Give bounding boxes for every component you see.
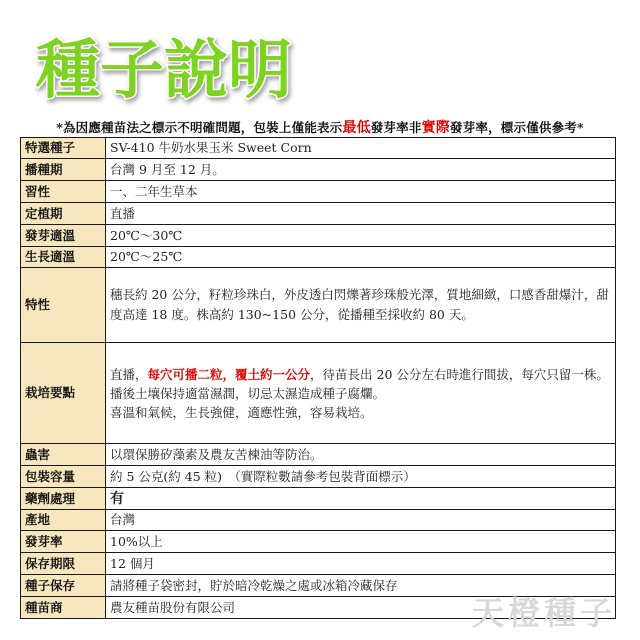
key-storage: 種子保存 bbox=[21, 575, 106, 597]
row-planting bbox=[21, 203, 616, 225]
row-cultivation bbox=[21, 343, 616, 444]
cultivation-paragraph-2: 喜溫和氣候，生長強健，適應性強，容易栽培。 bbox=[110, 404, 373, 420]
row-traits bbox=[21, 268, 616, 343]
row-variety bbox=[21, 138, 616, 159]
page-title bbox=[30, 18, 330, 118]
value-germination-rate: 10%以上 bbox=[106, 531, 616, 553]
key-traits: 特性 bbox=[21, 268, 106, 343]
cultivation-paragraph-1: 直播，每穴可播二粒，覆土約一公分，待苗長出 20 公分左右時進行間拔，每穴只留一株。播後土壤保持適當濕潤，切忌太濕造成種子腐爛。 bbox=[110, 366, 609, 401]
key-package: 包裝容量 bbox=[21, 466, 106, 488]
row-germination-temp bbox=[21, 225, 616, 247]
brand-watermark: 天橙種子 bbox=[472, 594, 617, 632]
key-treatment: 藥劑處理 bbox=[21, 488, 106, 510]
row-shelf-life bbox=[21, 553, 616, 575]
disclaimer-notice: *為因應種苗法之標示不明確問題，包裝上僅能表示最低發芽率非實際發芽率，標示僅供參考* bbox=[56, 120, 584, 136]
value-shelf-life: 12 個月 bbox=[106, 553, 616, 575]
value-growth-temp: 20℃～25℃ bbox=[106, 247, 616, 268]
value-treatment: 有 bbox=[106, 488, 616, 510]
row-habit bbox=[21, 181, 616, 203]
row-germination-rate bbox=[21, 531, 616, 553]
key-germination-rate: 發芽率 bbox=[21, 531, 106, 553]
value-traits: 穗長約 20 公分，籽粒珍珠白，外皮透白閃爍著珍珠般光澤，質地細緻，口感香甜爆汁，甜度高達 18 度。株高約 130~150 公分，從播種至採收約 80 天。 bbox=[106, 268, 616, 343]
value-variety: SV-410 牛奶水果玉米 Sweet Corn bbox=[106, 138, 616, 159]
key-germination-temp: 發芽適溫 bbox=[21, 225, 106, 247]
key-cultivation: 栽培要點 bbox=[21, 343, 106, 444]
value-sowing-period: 台灣 9 月至 12 月。 bbox=[106, 159, 616, 181]
key-planting: 定植期 bbox=[21, 203, 106, 225]
key-sowing-period: 播種期 bbox=[21, 159, 106, 181]
key-variety: 特選種子 bbox=[21, 138, 106, 159]
value-habit: 一、二年生草本 bbox=[106, 181, 616, 203]
row-package bbox=[21, 466, 616, 488]
value-cultivation bbox=[106, 343, 616, 444]
key-shelf-life: 保存期限 bbox=[21, 553, 106, 575]
value-package: 約 5 公克(約 45 粒) （實際粒數請參考包裝背面標示） bbox=[106, 466, 616, 488]
key-supplier: 種苗商 bbox=[21, 597, 106, 619]
seed-spec-table bbox=[20, 137, 616, 619]
key-habit: 習性 bbox=[21, 181, 106, 203]
value-planting: 直播 bbox=[106, 203, 616, 225]
notice-highlight-actual: 實際 bbox=[421, 120, 450, 136]
row-growth-temp bbox=[21, 247, 616, 268]
cultivation-highlight: 每穴可播二粒，覆土約一公分 bbox=[147, 366, 311, 382]
row-pests bbox=[21, 444, 616, 466]
value-origin: 台灣 bbox=[106, 510, 616, 531]
title-text: 種子說明 bbox=[36, 34, 292, 108]
value-supplier: 農友種苗股份有限公司 bbox=[106, 597, 616, 619]
key-origin: 產地 bbox=[21, 510, 106, 531]
key-pests: 蟲害 bbox=[21, 444, 106, 466]
value-storage: 請將種子袋密封，貯於暗冷乾燥之處或冰箱冷藏保存 bbox=[106, 575, 616, 597]
row-treatment bbox=[21, 488, 616, 510]
value-pests: 以環保勝矽藻素及農友苦楝油等防治。 bbox=[106, 444, 616, 466]
row-origin bbox=[21, 510, 616, 531]
key-growth-temp: 生長適溫 bbox=[21, 247, 106, 268]
value-germination-temp: 20℃～30℃ bbox=[106, 225, 616, 247]
notice-highlight-minimum: 最低 bbox=[342, 120, 371, 136]
row-sowing-period bbox=[21, 159, 616, 181]
